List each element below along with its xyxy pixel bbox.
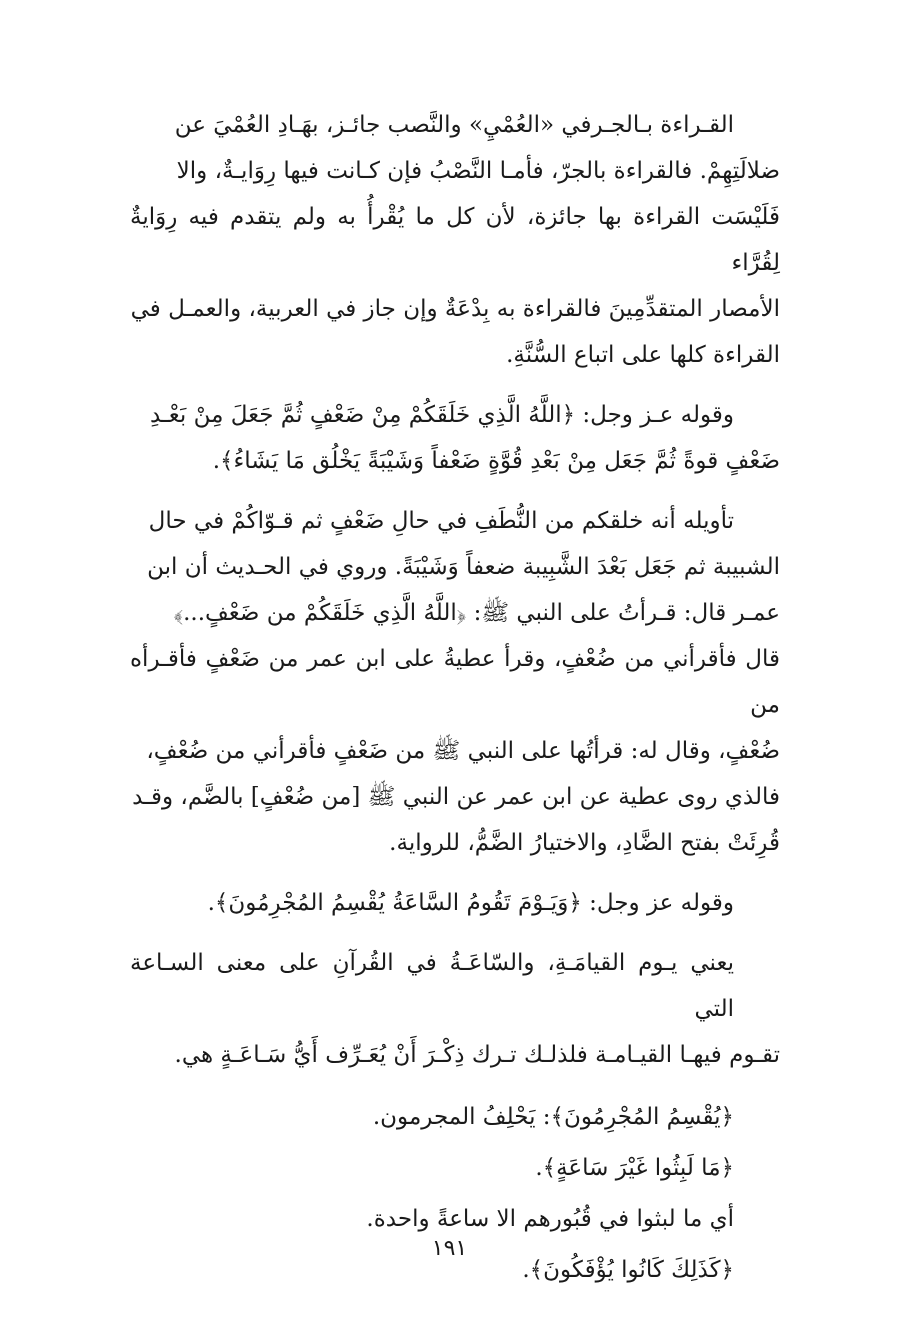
text-line: تقـوم فيهـا القيـامـة فلذلـك تـرك ذِكْـرَ أَنْ يُعَـرِّف أَيُّ سَـاعَـةٍ هي. <box>174 1042 780 1068</box>
text-line: وقوله عـز وجل: ﴿اللَّهُ الَّذِي خَلَقَكُمْ مِنْ ضَعْفٍ ثُمَّ جَعَلَ مِنْ بَعْـدِ <box>150 402 734 428</box>
paragraph-explanations <box>130 1092 780 1296</box>
text-line: أي ما لبثوا في قُبُورهم الا ساعةً واحدة. <box>366 1206 734 1232</box>
page-body <box>130 102 780 1296</box>
text-line: وقوله عز وجل: ﴿وَيَـوْمَ تَقُومُ السَّاعَةُ يُقْسِمُ المُجْرِمُونَ﴾. <box>207 890 734 916</box>
text-line: قال فأقرأني من ضُعْفٍ، وقرأ عطيةُ على ابن عمر من ضَعْفٍ فأقـرأه من <box>130 646 780 718</box>
text-line: قُرِئَتْ بفتح الضَّادِ، والاختيارُ الضَّمُّ، للرواية. <box>389 830 780 856</box>
text-line: تأويله أنه خلقكم من النُّطَفِ في حالِ ضَعْفٍ ثم قـوّاكُمْ في حال <box>148 508 734 534</box>
paragraph-meaning-hour <box>130 940 780 1078</box>
text-line: الأمصار المتقدِّمِينَ فالقراءة به بِدْعَةٌ وإن جاز في العربية، والعمـل في <box>130 296 780 322</box>
text-line: فَلَيْسَت القراءة بها جائزة، لأن كل ما يُقْرأُ به ولم يتقدم فيه رِوَايةٌ لِقُرَّاء <box>130 204 780 276</box>
text-line: ضلالَتِهِمْ. فالقراءة بالجرّ، فأمـا النَّصْبُ فإن كـانت فيها رِوَايـةٌ، والا <box>176 158 780 184</box>
text-line: ﴿مَا لَبِثُوا غَيْرَ سَاعَةٍ﴾. <box>535 1155 734 1181</box>
text-line: ﴿كَذَلِكَ كَانُوا يُؤْفَكُونَ﴾. <box>522 1257 734 1283</box>
text-line: القراءة كلها على اتباع السُّنَّةِ. <box>506 342 780 368</box>
text-line: فالذي روى عطية عن ابن عمر عن النبي ﷺ [من ضُعْفٍ] بالضَّم، وقـد <box>132 784 780 810</box>
paragraph-interpretation <box>130 498 780 866</box>
text-line: عمـر قال: قـرأتُ على النبي ﷺ: ﴿اللَّهُ الَّذِي خَلَقَكُمْ من ضَعْفٍ...﴾ <box>173 600 780 626</box>
text-line: ﴿يُقْسِمُ المُجْرِمُونَ﴾: يَحْلِفُ المجرمون. <box>372 1104 734 1130</box>
text-line: يعني يـوم القيامَـةِ، والسّاعَـةُ في القُرآنِ على معنى السـاعة التي <box>130 950 734 1022</box>
text-line: القـراءة بـالجـرفي «العُمْيِ» والنَّصب جائـز، بهَـادِ العُمْيَ عن <box>174 112 734 138</box>
text-line: ضُعْفٍ، وقال له: قرأتُها على النبي ﷺ من ضَعْفٍ فأقرأني من ضُعْفٍ، <box>146 738 780 764</box>
text-line: ضَعْفٍ قوةً ثُمَّ جَعَل مِنْ بَعْدِ قُوَّةٍ ضَعْفاً وَشَيْبَةً يَخْلُق مَا يَشَاءُ﴾. <box>212 448 780 474</box>
paragraph-verse-weakness <box>130 392 780 484</box>
page-number: ١٩١ <box>431 1236 468 1261</box>
text-line: الشبيبة ثم جَعَل بَعْدَ الشَّبِيبة ضعفاً وَشَيْبَةً. وروي في الحـديث أن ابن <box>147 554 780 580</box>
paragraph-reading-note <box>130 102 780 378</box>
paragraph-verse-hour <box>130 880 780 926</box>
